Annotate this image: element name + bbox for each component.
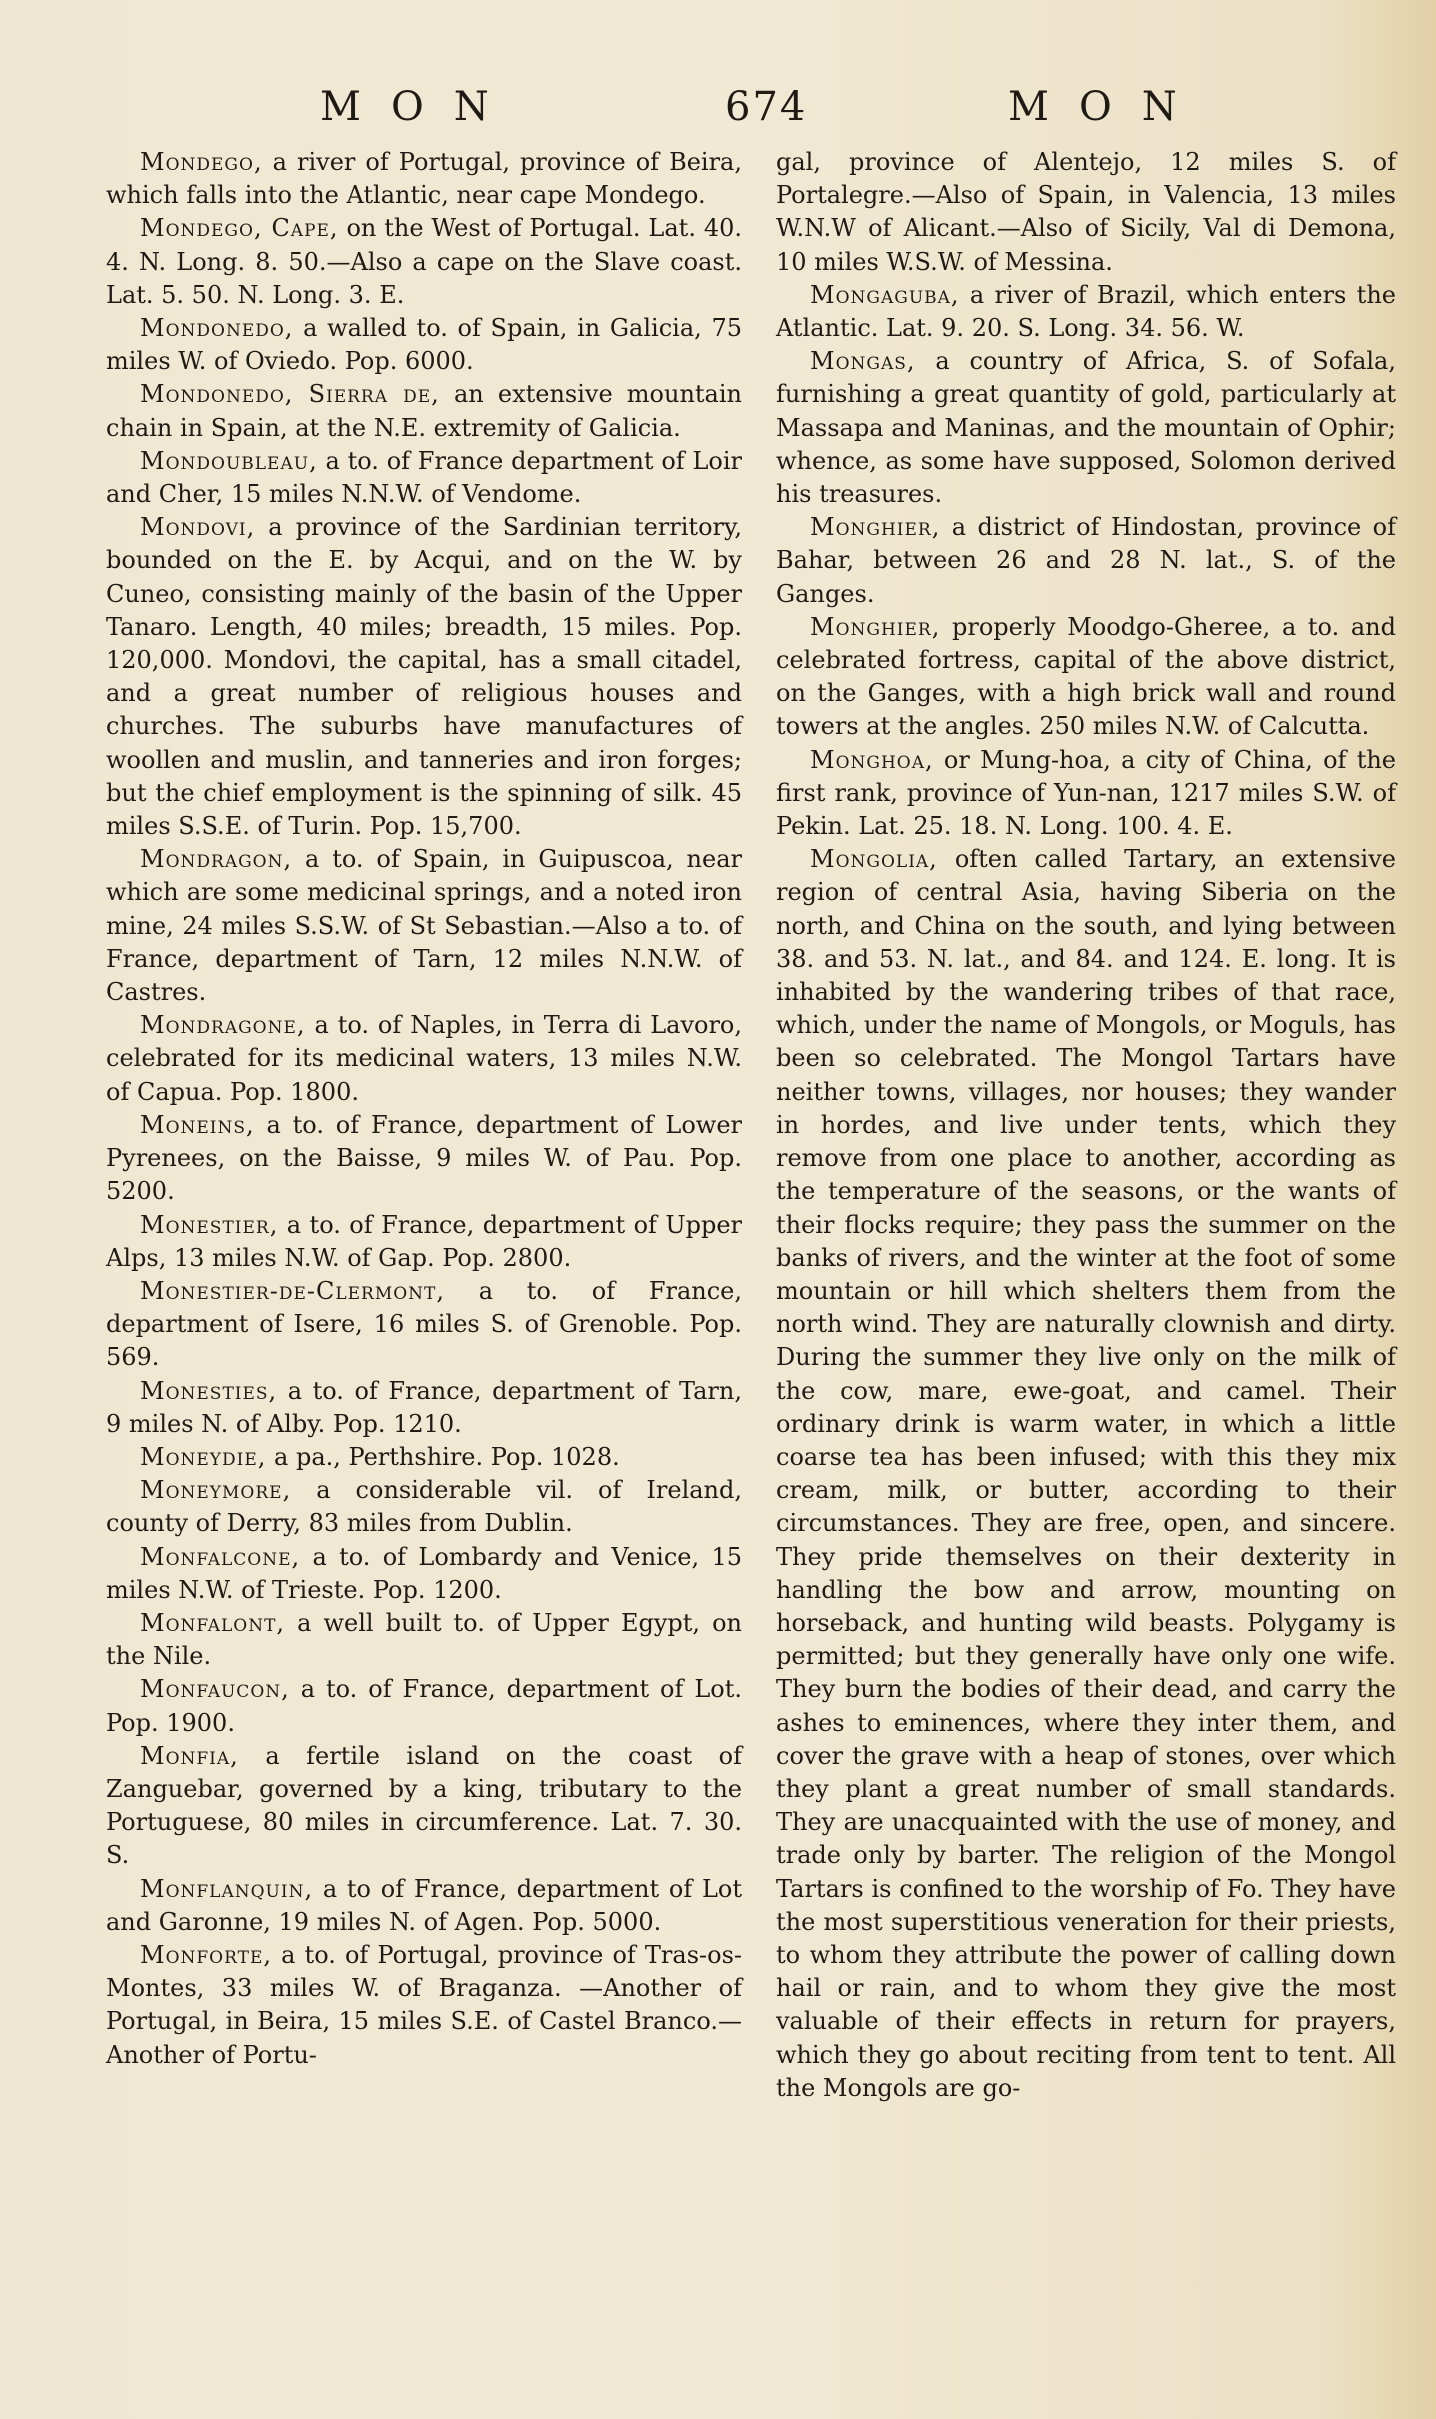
entry-text: a to. of Naples, in Terra di Lavoro, celebrated for its medicinal waters, 13 miles N.W. of Capua. Pop. 1800. — [106, 1011, 742, 1106]
entry-headword: Monfalont, — [140, 1608, 286, 1637]
entry-headword: Mongas, — [810, 347, 916, 376]
right-column — [776, 146, 1396, 2105]
entry-headword: Mondego, — [140, 148, 263, 176]
entry-text: a to. of France department of Loir and Cher, 15 miles N.N.W. of Vendome. — [106, 446, 742, 509]
entry-text: a district of Hindostan, province of Bahar, between 26 and 28 N. lat., S. of the Ganges. — [776, 513, 1396, 608]
gazetteer-entry — [776, 345, 1396, 511]
gazetteer-entry — [106, 1375, 742, 1441]
entry-headword: Monfalcone, — [140, 1542, 301, 1571]
entry-text: properly Moodgo-Gheree, a to. and celebrated fortress, capital of the above district, on the Ganges, with a high brick wall and round towers at the angles. 250 miles N.W. of Calcutta. — [776, 612, 1396, 741]
entry-headword: Monforte, — [140, 1940, 272, 1969]
entry-text: a to. of France, department of Upper Alps, 13 miles N.W. of Gap. Pop. 2800. — [106, 1210, 742, 1272]
gazetteer-entry — [106, 1607, 742, 1673]
entry-text: a walled to. of Spain, in Galicia, 75 miles W. of Oviedo. Pop. 6000. — [106, 314, 742, 376]
entry-text: a fertile island on the coast of Zanguebar, governed by a king, tributary to the Portuguese, 80 miles in circumference. Lat. 7. 30. S. — [106, 1741, 742, 1870]
entry-text: a province of the Sardinian territory, bounded on the E. by Acqui, and on the W. by Cuneo, consisting mainly of the basin of the Upper Tanaro. Length, 40 miles; breadth, 15 miles. Pop. 120,000. Mondovi, the capital, has a small citadel, and a great number of religious houses and churches. The suburbs have manufactures of woollen and muslin, and tanneries and iron forges; but the chief employment is the spinning of silk. 45 miles S.S.E. of Turin. Pop. 15,700. — [106, 513, 742, 841]
gazetteer-entry — [106, 146, 742, 212]
gazetteer-entry — [106, 445, 742, 511]
entry-text: an extensive mountain chain in Spain, at the N.E. extremity of Galicia. — [106, 380, 743, 442]
gazetteer-entry — [776, 843, 1396, 2105]
gazetteer-entry — [106, 212, 742, 312]
gazetteer-entry — [106, 1009, 742, 1109]
entry-headword: Monesties, — [140, 1376, 278, 1405]
gazetteer-entry — [106, 1441, 742, 1474]
entry-headword: Mondovi, — [140, 513, 256, 542]
left-column — [106, 146, 742, 2072]
entry-text: a to of France, department of Lot and Garonne, 19 miles N. of Agen. Pop. 5000. — [106, 1874, 742, 1936]
entry-text: a to. of Lombardy and Venice, 15 miles N.W. of Trieste. Pop. 1200. — [106, 1542, 742, 1604]
entry-text: or Mung-hoa, a city of China, of the first rank, province of Yun-nan, 1217 miles S.W. of Pekin. Lat. 25. 18. N. Long. 100. 4. E. — [776, 745, 1396, 841]
entry-headword: Mondonedo, Sierra de, — [140, 380, 440, 409]
header-left-guideword: MON — [320, 84, 519, 130]
entry-text: a to. of Spain, in Guipuscoa, near which are some medicinal springs, and a noted iron mine, 24 miles S.S.W. of St Sebastian.—Also a to. of France, department of Tarn, 12 miles N.N.W. of Castres. — [106, 845, 742, 1007]
gazetteer-entry — [106, 1275, 742, 1375]
gazetteer-entry — [776, 279, 1396, 345]
gazetteer-entry — [106, 1740, 742, 1873]
entry-headword: Mondonedo, — [140, 314, 294, 343]
entry-headword: Mondragone, — [140, 1011, 306, 1040]
gazetteer-entry — [106, 843, 742, 1009]
entry-text: a to. of France, department of Isere, 16 miles S. of Grenoble. Pop. 569. — [106, 1276, 742, 1372]
gazetteer-entry — [106, 378, 742, 444]
entry-text: a pa., Perthshire. Pop. 1028. — [266, 1442, 620, 1471]
gazetteer-entry — [106, 1939, 742, 2072]
running-header — [0, 84, 1436, 140]
entry-headword: Monghier, — [810, 612, 941, 641]
entry-headword: Monflanquin, — [140, 1874, 314, 1903]
entry-headword: Mongaguba, — [810, 280, 960, 309]
gazetteer-entry — [106, 1673, 742, 1739]
gazetteer-entry — [106, 1541, 742, 1607]
entry-headword: Mondoubleau, — [140, 446, 318, 475]
entry-text: a to. of France, department of Lower Pyrenees, on the Baisse, 9 miles W. of Pau. Pop. 5200. — [106, 1110, 742, 1206]
entry-text: on the West of Portugal. Lat. 40. 4. N. Long. 8. 50.—Also a cape on the Slave coast. Lat. 5. 50. N. Long. 3. E. — [106, 214, 742, 309]
entry-text: gal, province of Alentejo, 12 miles S. of Portalegre.—Also of Spain, in Valencia, 13 miles W.N.W of Alicant.—Also of Sicily, Val di Demona, 10 miles W.S.W. of Messina. — [776, 148, 1396, 276]
entry-text: a well built to. of Upper Egypt, on the Nile. — [106, 1608, 742, 1671]
entry-headword: Moneydie, — [140, 1442, 267, 1471]
entry-text: a river of Portugal, province of Beira, which falls into the Atlantic, near cape Mondego. — [106, 148, 742, 210]
gazetteer-entry — [106, 1474, 742, 1540]
gazetteer-entry — [776, 744, 1396, 844]
entry-headword: Monestier, — [140, 1210, 279, 1239]
gazetteer-entry — [106, 1109, 742, 1209]
gazetteer-entry — [776, 611, 1396, 744]
entry-text: a to. of France, department of Tarn, 9 miles N. of Alby. Pop. 1210. — [106, 1376, 742, 1438]
gazetteer-entry — [776, 146, 1396, 279]
page-number: 674 — [725, 84, 808, 130]
entry-text: a country of Africa, S. of Sofala, furnishing a great quantity of gold, particularly at Massapa and Maninas, and the mountain of Ophir; whence, as some have supposed, Solomon derived his treasures. — [776, 347, 1396, 509]
entry-headword: Monfaucon, — [140, 1675, 290, 1704]
entry-headword: Moneins, — [140, 1110, 255, 1139]
entry-headword: Mongolia, — [810, 845, 938, 874]
gazetteer-entry — [106, 511, 742, 843]
entry-headword: Monghier, — [810, 513, 941, 542]
entry-headword: Monghoa, — [810, 745, 934, 774]
header-right-guideword: MON — [1008, 84, 1207, 130]
entry-text: a considerable vil. of Ireland, county of Derry, 83 miles from Dublin. — [106, 1476, 742, 1538]
gazetteer-entry — [776, 511, 1396, 611]
gazetteer-entry — [106, 1209, 742, 1275]
entry-text: a river of Brazil, which enters the Atlantic. Lat. 9. 20. S. Long. 34. 56. W. — [776, 280, 1396, 343]
entry-headword: Monestier-de-Clermont, — [140, 1276, 446, 1305]
gazetteer-entry — [106, 1873, 742, 1939]
entry-text: a to. of Portugal, province of Tras-os-Montes, 33 miles W. of Braganza. —Another of Portugal, in Beira, 15 miles S.E. of Castel Branco.—Another of Portu- — [106, 1940, 742, 2069]
entry-text: a to. of France, department of Lot. Pop. 1900. — [106, 1675, 742, 1737]
entry-headword: Mondego, Cape, — [140, 214, 339, 243]
entry-headword: Moneymore, — [140, 1476, 292, 1505]
gazetteer-entry — [106, 312, 742, 378]
entry-headword: Mondragon, — [140, 845, 293, 874]
entry-text: often called Tartary, an extensive region of central Asia, having Siberia on the north, and China on the south, and lying between 38. and 53. N. lat., and 84. and 124. E. long. It is inhabited by the wandering tribes of that race, which, under the name of Mongols, or Moguls, has been so celebrated. The Mongol Tartars have neither towns, villages, nor houses; they wander in hordes, and live under tents, which they remove from one place to another, according as the temperature of the seasons, or the wants of their flocks require; they pass the summer on the banks of rivers, and the winter at the foot of some mountain or hill which shelters them from the north wind. They are naturally clownish and dirty. During the summer they live only on the milk of the cow, mare, ewe-goat, and camel. Their ordinary drink is warm water, in which a little coarse tea has been infused; with this they mix cream, milk, or butter, according to their circumstances. They are free, open, and sincere. They pride themselves on their dexterity in handling the bow and arrow, mounting on horseback, and hunting wild beasts. Polygamy is permitted; but they generally have only one wife. They burn the bodies of their dead, and carry the ashes to eminences, where they inter them, and cover the grave with a heap of stones, over which they plant a great number of small standards. They are unacquainted with the use of money, and trade only by barter. The religion of the Mongol Tartars is confined to the worship of Fo. They have the most superstitious veneration for their priests, to whom they attribute the power of calling down hail or rain, and to whom they give the most valuable of their effects in return for prayers, which they go about reciting from tent to tent. All the Mongols are go- — [776, 845, 1396, 2102]
entry-headword: Monfia, — [140, 1741, 239, 1770]
